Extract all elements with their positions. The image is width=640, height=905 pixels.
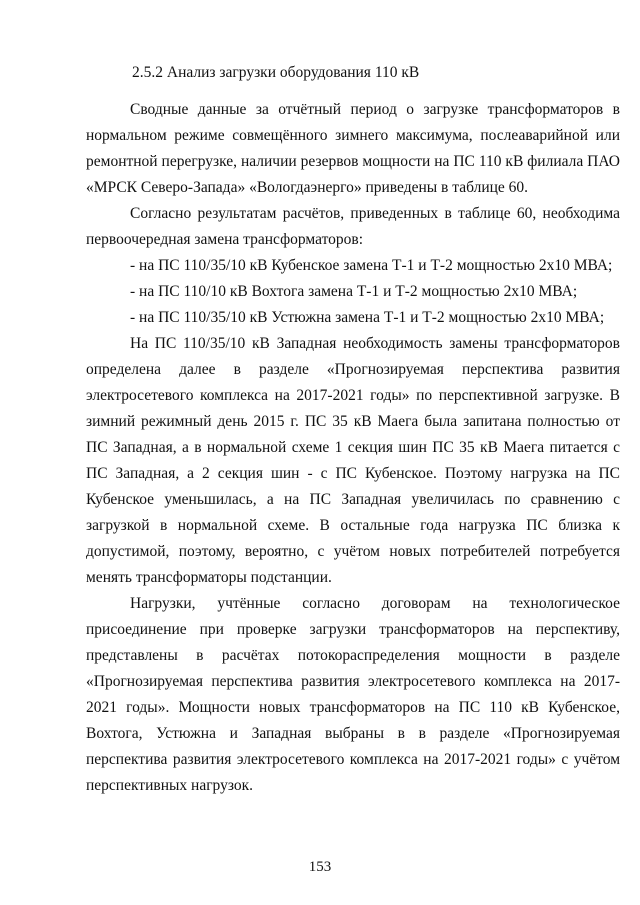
paragraph-summary: Сводные данные за отчётный период о загрузке трансформаторов в нормальном режиме совмещённого зимнего максимума, послеаварийной или ремонтной перегрузке, наличии резервов мощности на ПС 110 кВ филиала ПАО «МРСК Северо-Запада» «Вологдаэнерго» приведены в таблице 60. [86, 101, 620, 196]
paragraph-zapadnaya: На ПС 110/35/10 кВ Западная необходимость замены трансформаторов определена далее в разделе «Прогнозируемая перспектива развития электросетевого комплекса на 2017-2021 годы» по перспективной загрузке. В зимний режимный день 2015 г. ПС 35 кВ Маега была запитана полностью от ПС Западная, а в нормальной схеме 1 секция шин ПС 35 кВ Маега питается с ПС Западная, а 2 секция шин - с ПС Кубенское. Поэтому нагрузка на ПС Кубенское уменьшилась, а на ПС Западная увеличилась по сравнению с загрузкой в нормальной схеме. В остальные года нагрузка ПС близка к допустимой, поэтому, вероятно, с учётом новых потребителей потребуется менять трансформаторы подстанции. [86, 335, 620, 586]
list-item-vokhtoga: - на ПС 110/10 кВ Вохтога замена Т-1 и Т-2 мощностью 2х10 МВА; [130, 283, 578, 300]
section-heading: 2.5.2 Анализ загрузки оборудования 110 кВ [132, 64, 420, 81]
list-item-ustyuzhna: - на ПС 110/35/10 кВ Устюжна замена Т-1 и Т-2 мощностью 2х10 МВА; [130, 309, 605, 326]
paragraph-calculation-results: Согласно результатам расчётов, приведенных в таблице 60, необходима первоочередная замена трансформаторов: [86, 205, 620, 248]
page-number: 153 [308, 859, 332, 875]
paragraph-loads: Нагрузки, учтённые согласно договорам на технологическое присоединение при проверке загрузки трансформаторов на перспективу, представлены в расчётах потокораспределения мощности в разделе «Прогнозируемая перспектива развития электросетевого комплекса на 2017-2021 годы». Мощности новых трансформаторов на ПС 110 кВ Кубенское, Вохтога, Устюжна и Западная выбраны в в разделе «Прогнозируемая перспектива развития электросетевого комплекса на 2017-2021 годы» с учётом перспективных нагрузок. [86, 595, 620, 794]
body-text [86, 97, 620, 799]
list-item-kubenskoe: - на ПС 110/35/10 кВ Кубенское замена Т-1 и Т-2 мощностью 2х10 МВА; [130, 257, 613, 274]
